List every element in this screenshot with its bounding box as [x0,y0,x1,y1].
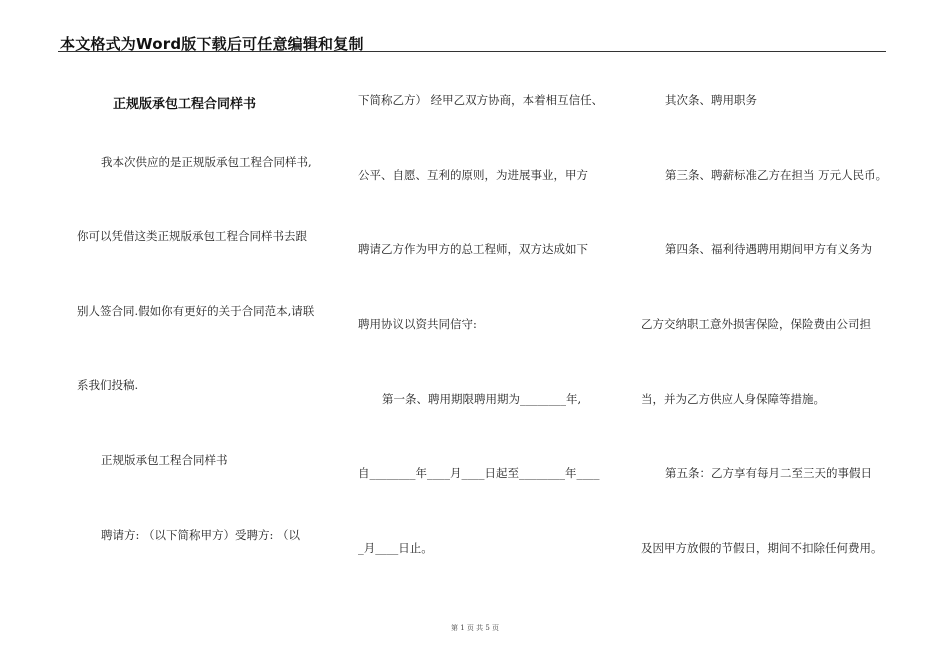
col3-line-5: 当，并为乙方供应人身保障等措施。 [641,392,825,406]
col2-line-1: 下简称乙方） 经甲乙双方协商，本着相互信任、 [358,93,604,107]
col1-line-2: 你可以凭借这类正规版承包工程合同样书去跟 [77,229,307,243]
col2-line-5: 第一条、聘用期限聘用期为________年, [382,392,582,406]
col1-line-5: 正规版承包工程合同样书 [101,453,228,467]
col2-line-6: 自________年____月____日起至________年____ [358,466,600,480]
document-title: 正规版承包工程合同样书 [113,97,257,112]
header-divider [58,51,886,52]
col3-line-3: 第四条、福利待遇聘用期间甲方有义务为 [665,242,872,256]
col3-line-4: 乙方交纳职工意外损害保险，保险费由公司担 [641,317,871,331]
col3-line-7: 及因甲方放假的节假日，期间不扣除任何费用。 [641,541,883,555]
col3-line-2: 第三条、聘薪标准乙方在担当 万元人民币。 [665,168,888,182]
col3-line-6: 第五条：乙方享有每月二至三天的事假日 [665,466,872,480]
header-title: 本文格式为Word版下载后可任意编辑和复制 [60,35,364,53]
page-number: 第 1 页 共 5 页 [450,624,500,632]
col2-line-7: _月____日止。 [358,541,433,555]
col1-line-1: 我本次供应的是正规版承包工程合同样书, [101,155,312,169]
col2-line-4: 聘用协议以资共同信守: [358,317,477,331]
col2-line-2: 公平、自愿、互利的原则，为进展事业，甲方 [358,168,588,182]
col1-line-6: 聘请方: （以下简称甲方）受聘方: （以 [101,528,301,542]
col2-line-3: 聘请乙方作为甲方的总工程师，双方达成如下 [358,242,588,256]
col1-line-3: 别人签合同.假如你有更好的关于合同范本,请联 [77,304,315,318]
col1-line-4: 系我们投稿. [77,378,139,392]
col3-line-1: 其次条、聘用职务 [665,93,757,107]
